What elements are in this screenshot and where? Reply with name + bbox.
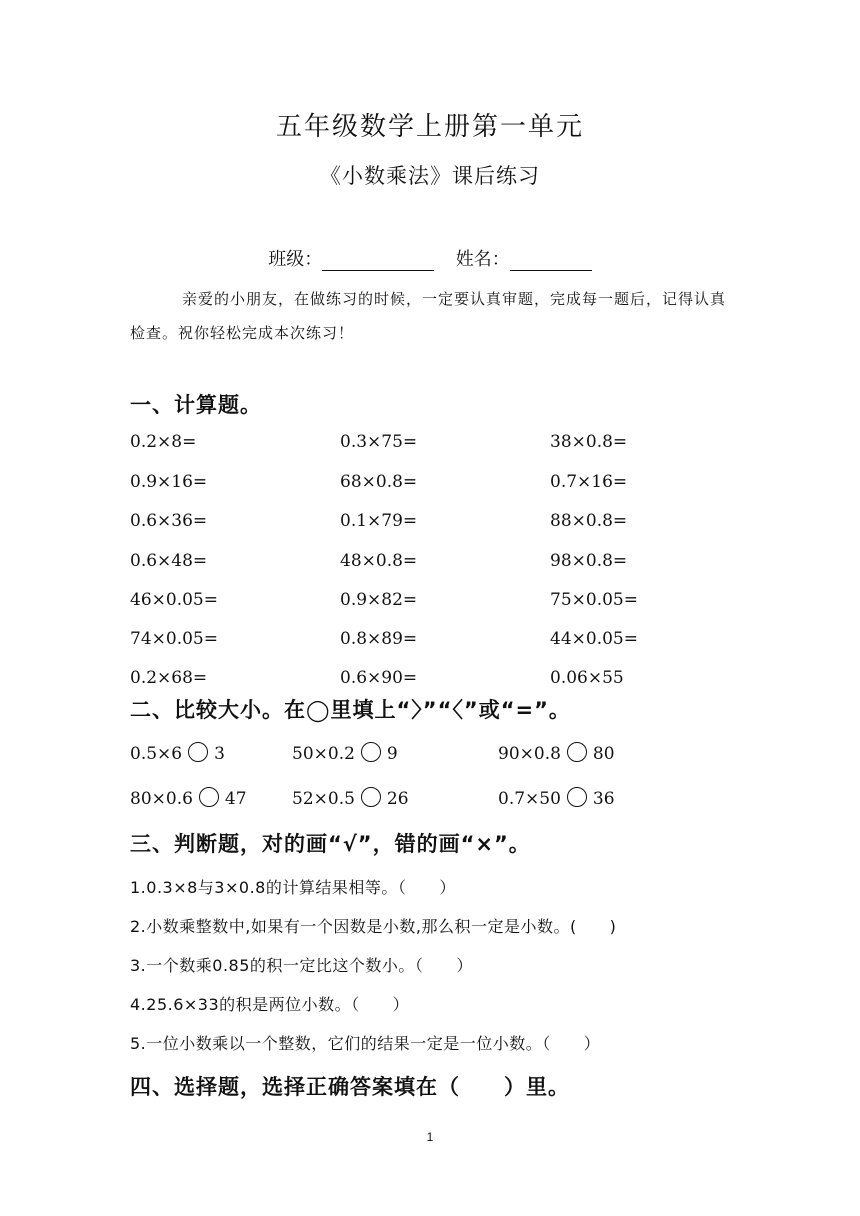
compare-item	[130, 787, 247, 809]
answer-circle[interactable]	[567, 787, 587, 807]
calc-item: 88×0.8=	[550, 511, 628, 531]
section-1-heading: 一、计算题。	[130, 393, 262, 417]
page-title: 五年级数学上册第一单元	[275, 112, 584, 142]
answer-circle[interactable]	[199, 787, 219, 807]
calc-item: 0.8×89=	[340, 629, 418, 649]
calc-item: 75×0.05=	[550, 590, 638, 610]
compare-item	[292, 787, 409, 809]
calc-item: 0.9×82=	[340, 590, 418, 610]
calc-item: 0.1×79=	[340, 511, 418, 531]
compare-left: 0.7×50	[498, 789, 561, 809]
compare-item	[498, 787, 615, 809]
compare-right: 9	[386, 744, 398, 764]
page-subtitle: 《小数乘法》课后练习	[320, 164, 540, 188]
calc-item: 38×0.8=	[550, 432, 628, 452]
calc-item: 74×0.05=	[130, 629, 218, 649]
calc-item: 48×0.8=	[340, 551, 418, 571]
judge-item: 3.一个数乘0.85的积一定比这个数小。（ ）	[130, 956, 473, 975]
calc-item: 46×0.05=	[130, 590, 218, 610]
compare-item	[130, 742, 225, 764]
compare-right: 3	[214, 744, 225, 764]
compare-left: 52×0.5	[292, 789, 355, 809]
compare-left: 90×0.8	[498, 744, 561, 764]
answer-circle[interactable]	[361, 787, 381, 807]
section-4-heading: 四、选择题，选择正确答案填在（ ）里。	[130, 1075, 570, 1099]
calc-item: 0.2×68=	[130, 668, 208, 688]
compare-item	[292, 742, 398, 764]
compare-right: 36	[592, 789, 615, 809]
calc-item: 44×0.05=	[550, 629, 638, 649]
judge-item: 2.小数乘整数中,如果有一个因数是小数,那么积一定是小数。( )	[130, 917, 617, 936]
compare-right: 47	[224, 789, 247, 809]
page-number: 1	[426, 1130, 434, 1144]
compare-item	[498, 742, 615, 764]
calc-item: 0.6×36=	[130, 511, 208, 531]
class-label: 班级：	[268, 249, 323, 270]
section-2-heading: 二、比较大小。在◯里填上“〉”“〈”或“=”。	[130, 698, 571, 722]
calc-item: 0.6×48=	[130, 551, 208, 571]
calc-item: 0.9×16=	[130, 472, 208, 492]
compare-left: 50×0.2	[292, 744, 355, 764]
name-blank	[510, 250, 592, 271]
calc-item: 68×0.8=	[340, 472, 418, 492]
intro-paragraph: 亲爱的小朋友，在做练习的时候，一定要认真审题，完成每一题后，记得认真检查。祝你轻松完成本次练习！	[130, 290, 727, 342]
name-label: 姓名：	[455, 249, 510, 270]
class-name-line	[0, 245, 860, 271]
calc-item: 98×0.8=	[550, 551, 628, 571]
compare-left: 80×0.6	[130, 789, 193, 809]
judge-item: 1.0.3×8与3×0.8的计算结果相等。（ ）	[130, 878, 456, 897]
answer-circle[interactable]	[567, 742, 587, 762]
judge-item: 5.一位小数乘以一个整数，它们的结果一定是一位小数。（ ）	[130, 1034, 601, 1053]
answer-circle[interactable]	[188, 742, 208, 762]
section-3-heading: 三、判断题，对的画“√”，错的画“×”。	[130, 832, 531, 856]
answer-circle[interactable]	[361, 742, 381, 762]
calc-item: 0.2×8=	[130, 432, 197, 452]
calc-item: 0.7×16=	[550, 472, 628, 492]
calc-item: 0.3×75=	[340, 432, 418, 452]
compare-left: 0.5×6	[130, 744, 183, 764]
class-blank	[322, 250, 434, 271]
compare-right: 26	[386, 789, 409, 809]
calc-item: 0.6×90=	[340, 668, 418, 688]
judge-item: 4.25.6×33的积是两位小数。（ ）	[130, 995, 410, 1014]
compare-right: 80	[592, 744, 615, 764]
calc-item: 0.06×55	[550, 668, 624, 688]
